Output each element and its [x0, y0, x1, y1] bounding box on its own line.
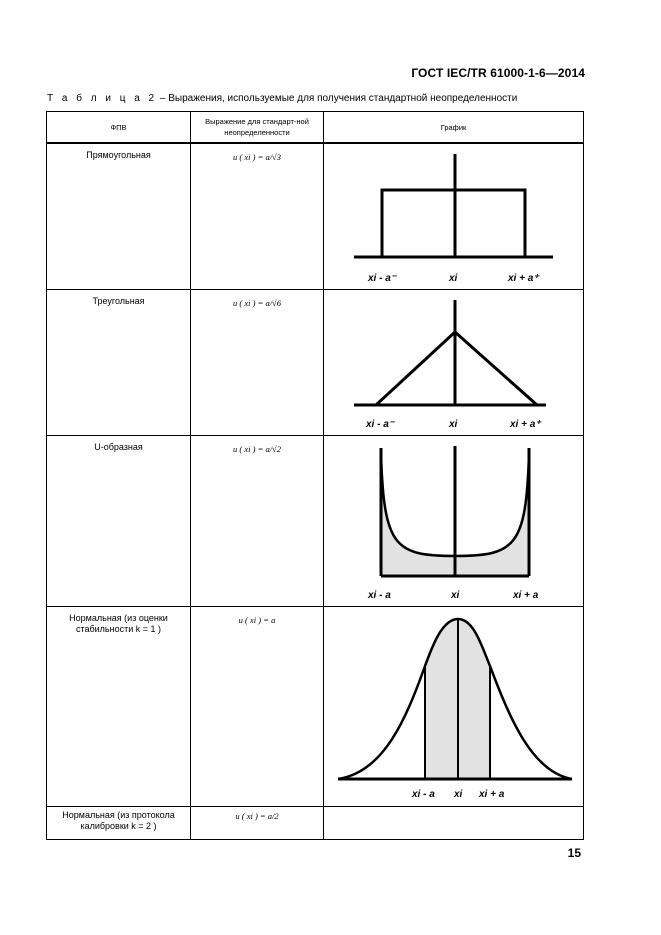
row-expression: u ( xi ) = a [238, 614, 276, 625]
header-graph: График [324, 112, 584, 144]
empty-graph-cell [324, 806, 584, 839]
table-row [47, 289, 584, 435]
rectangular-graph [324, 144, 583, 288]
row-name: U-образная [94, 441, 143, 452]
graph-label: xi - a [368, 589, 391, 601]
graph-label: xi + a [479, 788, 505, 800]
row-expression: u ( xi ) = a/2 [235, 810, 279, 821]
row-expression: u ( xi ) = a/√3 [233, 152, 281, 162]
graph-label: xi [454, 788, 463, 800]
normal-graph [324, 607, 583, 805]
row-expression: u ( xi ) = a/√6 [233, 297, 281, 308]
header-pdf: ФПВ [47, 112, 191, 144]
row-expression: u ( xi ) = a/√2 [233, 443, 281, 454]
graph-label: xi - a⁻ [368, 273, 397, 284]
table-caption-text: – Выражения, используемые для получения стандартной неопределенности [157, 93, 518, 104]
row-name: Треугольная [92, 295, 145, 306]
document-standard-header: ГОСТ IEC/TR 61000-1-6—2014 [411, 66, 585, 80]
row-name: Прямоугольная [86, 150, 151, 160]
table-row [47, 435, 584, 606]
header-expression: Выражение для стандарт-ной неопределенности [191, 112, 324, 144]
row-name: Нормальная (из оценки стабильности k = 1 ) [69, 612, 168, 634]
row-name: Нормальная (из протокола калибровки k = 2 ) [62, 809, 175, 831]
triangular-graph [324, 290, 583, 434]
uncertainty-table [46, 111, 584, 840]
table-row [47, 806, 584, 839]
table-row [47, 143, 584, 289]
graph-label: xi [451, 589, 460, 601]
graph-label: xi + a [513, 589, 539, 601]
table-header-row [47, 112, 584, 144]
page-number: 15 [567, 846, 581, 860]
table-caption-prefix: Т а б л и ц а 2 [47, 93, 158, 104]
graph-label: xi [449, 418, 458, 430]
table-row [47, 606, 584, 806]
u-shaped-graph [324, 436, 583, 605]
graph-label: xi - a [412, 788, 435, 800]
graph-label: xi - a⁻ [366, 418, 395, 430]
table-caption [47, 93, 517, 104]
graph-label: xi + a⁺ [508, 273, 539, 284]
graph-label: xi [449, 273, 458, 284]
graph-label: xi + a⁺ [510, 418, 541, 430]
